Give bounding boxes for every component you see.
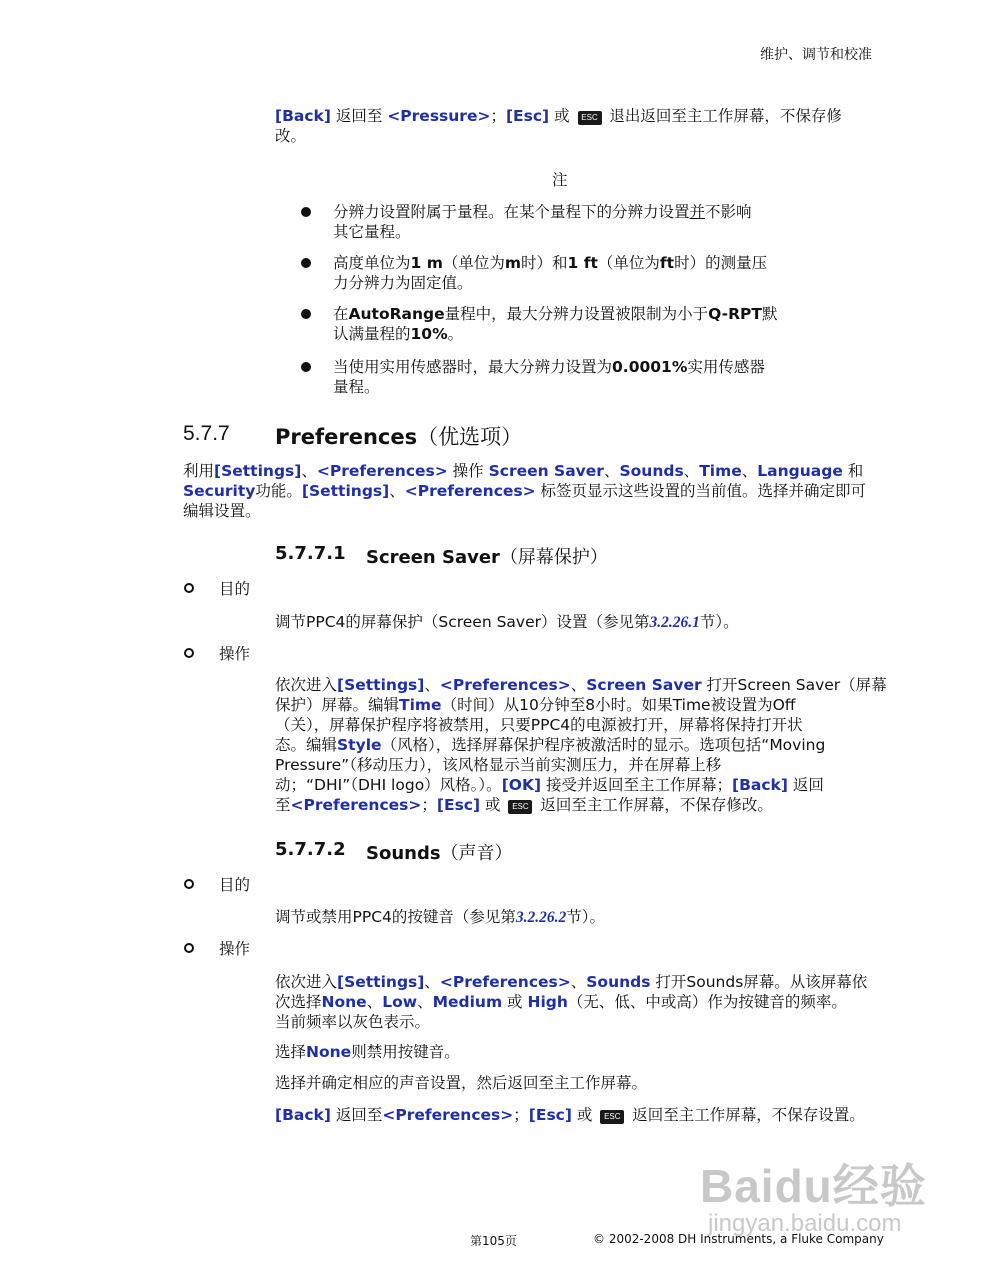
checkbox-ring-icon — [184, 943, 194, 953]
copyright: © 2002-2008 DH Instruments, a Fluke Company — [593, 1232, 884, 1246]
section-title-preferences: Preferences（优选项） — [275, 425, 523, 449]
checkbox-ring-icon — [184, 879, 194, 889]
note-title: 注 — [552, 171, 568, 189]
screen-saver-purpose: 调节PPC4的屏幕保护（Screen Saver）设置（参见第3.2.26.1节）。 — [275, 613, 739, 631]
note-item-1: 分辨力设置附属于量程。在某个量程下的分辨力设置并不影响 其它量程。 — [333, 203, 752, 241]
section-ref-link[interactable]: 3.2.26.2 — [515, 909, 567, 926]
esc-key-icon: ESC — [578, 111, 602, 125]
purpose-label: 目的 — [219, 580, 251, 598]
intro-paragraph: [Back] 返回至 <Pressure>；[Esc] 或 ESC 退出返回至主工作屏幕，不保存修 改。 — [275, 107, 842, 145]
sounds-back-paragraph: [Back] 返回至<Preferences>；[Esc] 或 ESC 返回至主工作屏幕，不保存设置。 — [275, 1106, 865, 1124]
section-heading-5-7-7-2: 5.7.7.2 — [275, 839, 346, 860]
bullet-icon — [301, 207, 311, 217]
page-number: 第105页 — [470, 1234, 517, 1248]
operation-label: 操作 — [219, 645, 251, 663]
bullet-icon — [301, 362, 311, 372]
section-title-sounds: Sounds（声音） — [366, 843, 513, 864]
note-item-2: 高度单位为1 m（单位为m时）和1 ft（单位为ft时）的测量压 力分辨力为固定值。 — [333, 254, 768, 292]
esc-key-icon: ESC — [600, 1110, 624, 1124]
checkbox-ring-icon — [184, 648, 194, 658]
sounds-operation: 依次进入[Settings]、<Preferences>、Sounds 打开Sounds屏幕。从该屏幕依 次选择None、Low、Medium 或 High（无、低、中或高）作为按键音的频率。 当前频率以灰色表示。 — [275, 973, 868, 1031]
bullet-icon — [301, 309, 311, 319]
section-heading-5-7-7: 5.7.7 — [183, 422, 230, 445]
running-header: 维护、调节和校准 — [760, 47, 872, 63]
note-item-3: 在AutoRange量程中，最大分辨力设置被限制为小于Q-RPT默 认满量程的10%。 — [333, 305, 778, 343]
sounds-purpose: 调节或禁用PPC4的按键音（参见第3.2.26.2节）。 — [275, 908, 606, 926]
esc-key: [Esc] — [505, 107, 550, 125]
preferences-paragraph: 利用[Settings]、<Preferences> 操作 Screen Saver、Sounds、Time、Language 和 Security功能。[Settings]、<Preferences> 标签页显示这些设置的当前值。选择并确定即可 编辑设置。 — [183, 462, 867, 520]
baidu-watermark-url: jingyan.baidu.com — [708, 1210, 902, 1237]
section-heading-5-7-7-1: 5.7.7.1 — [275, 543, 346, 564]
operation-label: 操作 — [219, 940, 251, 958]
section-ref-link[interactable]: 3.2.26.1 — [649, 614, 700, 631]
note-item-4: 当使用实用传感器时，最大分辨力设置为0.0001%实用传感器 量程。 — [333, 358, 765, 396]
pressure-menu: <Pressure> — [387, 107, 491, 125]
bullet-icon — [301, 258, 311, 268]
baidu-watermark-logo: Baidu经验 — [700, 1160, 927, 1212]
purpose-label: 目的 — [219, 876, 251, 894]
screen-saver-operation: 依次进入[Settings]、<Preferences>、Screen Saver 打开Screen Saver（屏幕 保护）屏幕。编辑Time（时间）从10分钟至8小时。如果Time被设置为Off （关），屏幕保护程序将被禁用，只要PPC4的电源被打开，屏幕将保持打开状 态。编辑Style（风格），选择屏幕保护程序被激活时的显示。选项包括“Moving Pressure”（移动压力），该风格显示当前实测压力，并在屏幕上移 动；“DHI”（DHI logo）风格。）。[OK] 接受并返回至主工作屏幕；[Back] 返回 至<Preferences>；[Esc] 或 ESC 返回至主工作屏幕，不保存修改。 — [275, 676, 887, 814]
back-key: [Back] — [275, 107, 331, 125]
section-title-screen-saver: Screen Saver（屏幕保护） — [366, 547, 608, 568]
sounds-none-paragraph: 选择None则禁用按键音。 — [275, 1043, 460, 1061]
sounds-select-paragraph: 选择并确定相应的声音设置，然后返回至主工作屏幕。 — [275, 1074, 648, 1092]
esc-key-icon: ESC — [508, 800, 532, 814]
checkbox-ring-icon — [184, 583, 194, 593]
